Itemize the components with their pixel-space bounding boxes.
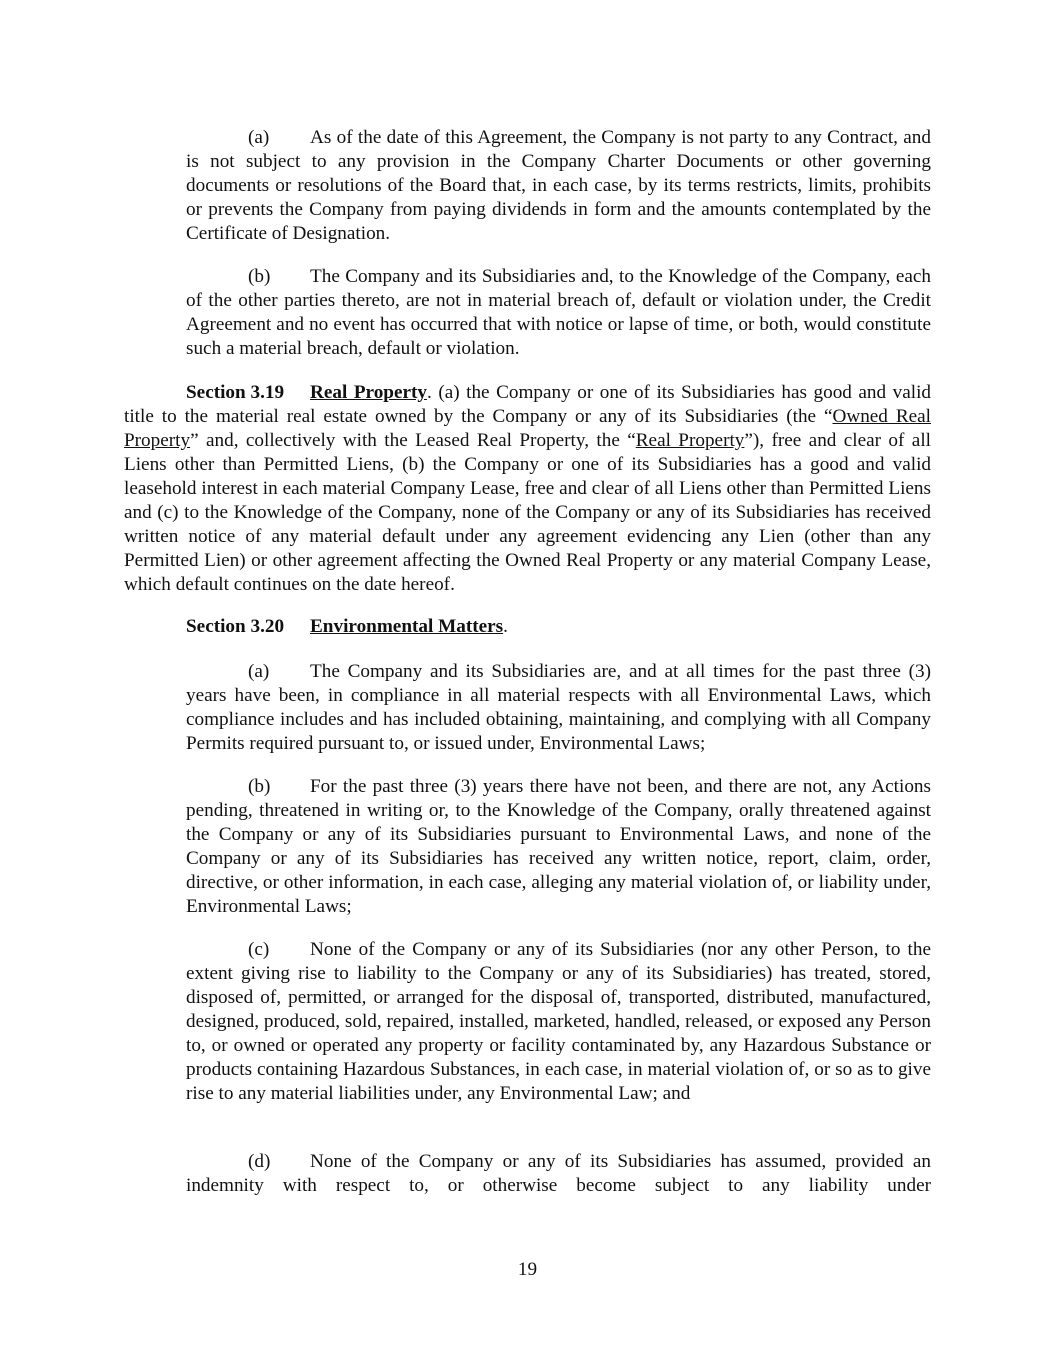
defined-term-real-property: Real Property bbox=[635, 430, 745, 451]
paragraph-3-20-d bbox=[186, 1150, 931, 1198]
page-number: 19 bbox=[517, 1259, 538, 1280]
section-3-19 bbox=[124, 381, 931, 597]
paragraph-label: (b) bbox=[248, 776, 271, 797]
section-title-period: . bbox=[503, 616, 508, 637]
defined-term-owned-real-property: Owned Real Property bbox=[124, 406, 931, 451]
paragraph-3-18-b bbox=[186, 265, 931, 361]
paragraph-label: (a) bbox=[248, 661, 270, 682]
paragraph-text: The Company and its Subsidiaries are, and at all times for the past three (3) years have been, in compliance in all material respects with all Environmental Laws, which compliance includes and has included obtaining, maintaining, and complying with all Company Permits required pursuant to, or issued under, Environmental Laws; bbox=[186, 661, 931, 754]
paragraph-label: (b) bbox=[248, 266, 271, 287]
section-text: ” and, collectively with the Leased Real Property, the “ bbox=[190, 430, 636, 451]
section-title: Real Property bbox=[310, 382, 427, 403]
paragraph-label: (d) bbox=[248, 1151, 271, 1172]
section-text: ”), free and clear of all Liens other than Permitted Liens, (b) the Company or one of its Subsidiaries has a good and valid leasehold interest in each material Company Lease, free and clear of all Liens other than Permitted Liens and (c) to the Knowledge of the Company, none of the Company or any of its Subsidiaries has received written notice of any material default under any agreement evidencing any Lien (other than any Permitted Lien) or other agreement affecting the Owned Real Property or any material Company Lease, which default continues on the date hereof. bbox=[124, 430, 931, 595]
paragraph-3-20-a bbox=[186, 660, 931, 756]
paragraph-3-20-b bbox=[186, 775, 931, 919]
section-number: Section 3.20 bbox=[186, 616, 285, 637]
section-3-20-heading bbox=[124, 615, 931, 639]
paragraph-3-18-a bbox=[186, 126, 931, 246]
paragraph-text: None of the Company or any of its Subsidiaries has assumed, provided an indemnity with respect to, or otherwise become subject to any liability under bbox=[186, 1151, 931, 1196]
paragraph-text: For the past three (3) years there have not been, and there are not, any Actions pending, threatened in writing or, to the Knowledge of the Company, orally threatened against the Company or any of its Subsidiaries pursuant to Environmental Laws, and none of the Company or any of its Subsidiaries has received any written notice, report, claim, order, directive, or other information, in each case, alleging any material violation of, or liability under, Environmental Laws; bbox=[186, 776, 931, 917]
paragraph-label: (c) bbox=[248, 939, 270, 960]
paragraph-text: None of the Company or any of its Subsidiaries (nor any other Person, to the extent giving rise to liability to the Company or any of its Subsidiaries) has treated, stored, disposed of, permitted, or arranged for the disposal of, transported, distributed, manufactured, designed, produced, sold, repaired, installed, marketed, handled, released, or exposed any Person to, or owned or operated any property or facility contaminated by, any Hazardous Substance or products containing Hazardous Substances, in each case, in material violation of, or so as to give rise to any material liabilities under, any Environmental Law; and bbox=[186, 939, 931, 1104]
paragraph-text: As of the date of this Agreement, the Company is not party to any Contract, and is not subject to any provision in the Company Charter Documents or other governing documents or resolutions of the Board that, in each case, by its terms restricts, limits, prohibits or prevents the Company from paying dividends in form and the amounts contemplated by the Certificate of Designation. bbox=[186, 127, 931, 244]
paragraph-label: (a) bbox=[248, 127, 270, 148]
section-title: Environmental Matters bbox=[310, 616, 504, 637]
section-number: Section 3.19 bbox=[186, 382, 285, 403]
section-text: . (a) the Company or one of its Subsidiaries has good and valid title to the material real estate owned by the Company or any of its Subsidiaries (the “ bbox=[124, 382, 932, 427]
paragraph-3-20-c bbox=[186, 938, 931, 1106]
paragraph-text: The Company and its Subsidiaries and, to the Knowledge of the Company, each of the other parties thereto, are not in material breach of, default or violation under, the Credit Agreement and no event has occurred that with notice or lapse of time, or both, would constitute such a material breach, default or violation. bbox=[186, 266, 931, 359]
